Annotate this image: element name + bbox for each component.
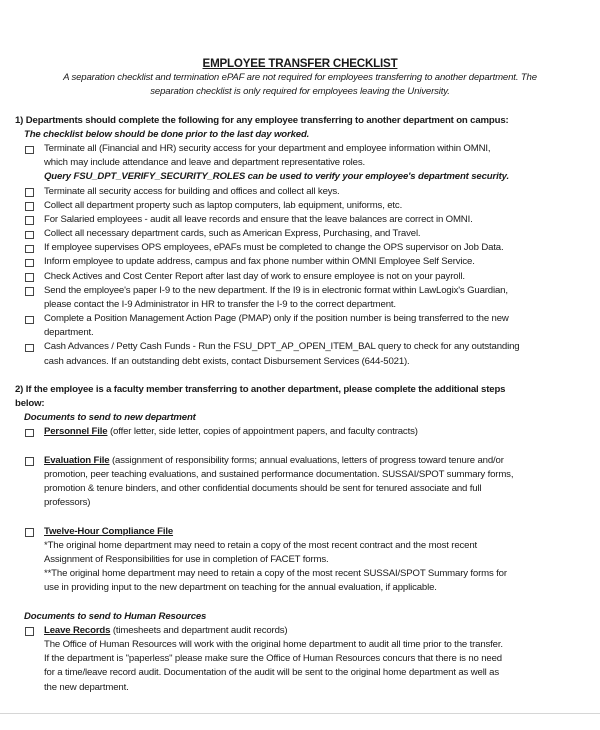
checklist-item [0, 270, 600, 284]
item-text: (timesheets and department audit records) [110, 624, 288, 636]
checklist-item [0, 255, 600, 269]
checklist-item [0, 624, 600, 695]
item-text: Inform employee to update address, campus and fax phone number within OMNI Employee Self Service. [44, 256, 475, 268]
hr-subheading: Documents to send to Human Resources [24, 610, 207, 622]
section1-heading: 1) Departments should complete the following for any employee transferring to another department on campus: [15, 114, 509, 126]
checklist-item [0, 340, 600, 368]
item-text: For Salaried employees - audit all leave records and ensure that the leave balances are correct in OMNI. [44, 213, 473, 225]
checklist-item [0, 454, 600, 511]
query-note: Query FSU_DPT_VERIFY_SECURITY_ROLES can be used to verify your employee's department security. [44, 171, 509, 183]
item-text: Terminate all security access for building and offices and collect all keys. [44, 185, 340, 197]
checklist-item [0, 241, 600, 255]
item-text: Collect all necessary department cards, such as American Express, Purchasing, and Travel. [44, 228, 421, 240]
checklist-item [0, 227, 600, 241]
item-text: which may include attendance and leave and department representative roles. [44, 157, 366, 169]
item-text: (assignment of responsibility forms; annual evaluations, letters of progress toward tenure and/or [109, 454, 504, 466]
checklist-item [0, 284, 600, 312]
intro-line: A separation checklist and termination ePAF are not required for employees transferring to another department. The [63, 72, 537, 84]
item-text: promotion & tenure binders, and other confidential documents should be sent for tenured associate and full [44, 483, 482, 495]
item-label: Leave Records [44, 624, 111, 636]
item-text: for a time/leave record audit. Documentation of the audit will be sent to the original home department as well as [44, 667, 499, 679]
item-text: Complete a Position Management Action Page (PMAP) only if the position number is being transferred to the new [44, 313, 509, 325]
checkbox[interactable] [25, 202, 34, 211]
item-text: Assignment of Responsibilities for use in completion of FACET forms. [44, 554, 329, 566]
item-text: Send the employee's paper I-9 to the new department. If the I9 is in electronic format within LawLogix's Guardian, [44, 284, 508, 296]
checkbox[interactable] [25, 627, 34, 636]
item-label: Evaluation File [44, 454, 110, 466]
item-text: department. [44, 327, 94, 339]
item-text: If the department is "paperless" please make sure the Office of Human Resources concurs that there is no need [44, 653, 502, 665]
item-text: cash advances. If an outstanding debt exists, contact Disbursement Services (644-5021). [44, 355, 410, 367]
checklist-item [0, 185, 600, 199]
item-text: If employee supervises OPS employees, ePAFs must be completed to change the OPS supervisor on Job Data. [44, 242, 504, 254]
item-label: Twelve-Hour Compliance File [44, 525, 174, 537]
item-text: **The original home department may need to retain a copy of the most recent SUSSAI/SPOT Summary forms for [44, 568, 507, 580]
item-text: The Office of Human Resources will work with the original home department to audit all time prior to the transfer. [44, 639, 503, 651]
checkbox[interactable] [25, 528, 34, 537]
section1-subheading: The checklist below should be done prior to the last day worked. [24, 128, 310, 140]
new-dept-subheading: Documents to send to new department [24, 412, 196, 424]
checkbox[interactable] [25, 259, 34, 268]
item-text: Collect all department property such as laptop computers, lab equipment, uniforms, etc. [44, 199, 403, 211]
checklist-item [0, 213, 600, 227]
checklist-item [0, 525, 600, 596]
item-text: Check Actives and Cost Center Report after last day of work to ensure employee is not on your payroll. [44, 270, 465, 282]
item-text: *The original home department may need to retain a copy of the most recent contract and the most recent [44, 539, 478, 551]
item-text: the new department. [44, 681, 129, 693]
checklist-item [0, 312, 600, 340]
checkbox[interactable] [25, 457, 34, 466]
checkbox[interactable] [25, 344, 34, 353]
section2-heading: below: [15, 398, 45, 410]
checklist-item [0, 199, 600, 213]
item-text: promotion, peer teaching evaluations, and sustained performance documentation. SUSSAI/SPOT summary forms, [44, 468, 514, 480]
checkbox[interactable] [25, 231, 34, 240]
intro-line: separation checklist is only required for employees leaving the University. [150, 86, 450, 98]
item-text: Cash Advances / Petty Cash Funds - Run the FSU_DPT_AP_OPEN_ITEM_BAL query to check for any outstanding [44, 341, 520, 353]
checkbox[interactable] [25, 188, 34, 197]
item-text: Terminate all (Financial and HR) security access for your department and employee information within OMNI, [44, 143, 491, 155]
document-body [0, 57, 600, 695]
item-label: Personnel File [44, 426, 108, 438]
checkbox[interactable] [25, 429, 34, 438]
checklist-item [0, 425, 600, 439]
checkbox[interactable] [25, 287, 34, 296]
page-title: EMPLOYEE TRANSFER CHECKLIST [202, 57, 398, 70]
checkbox[interactable] [25, 316, 34, 325]
checkbox[interactable] [25, 146, 34, 155]
item-text: (offer letter, side letter, copies of appointment papers, and faculty contracts) [107, 426, 418, 438]
section2-heading: 2) If the employee is a faculty member transferring to another department, please complete the additional steps [15, 383, 506, 395]
item-text: professors) [44, 497, 91, 509]
checkbox[interactable] [25, 273, 34, 282]
checklist-item [0, 142, 600, 185]
checkbox[interactable] [25, 216, 34, 225]
checkbox[interactable] [25, 245, 34, 254]
item-text: use in providing input to the new department on teaching for the annual evaluation, if applicable. [44, 582, 437, 594]
item-text: please contact the I-9 Administrator in HR to transfer the I-9 to the correct department. [44, 298, 396, 310]
